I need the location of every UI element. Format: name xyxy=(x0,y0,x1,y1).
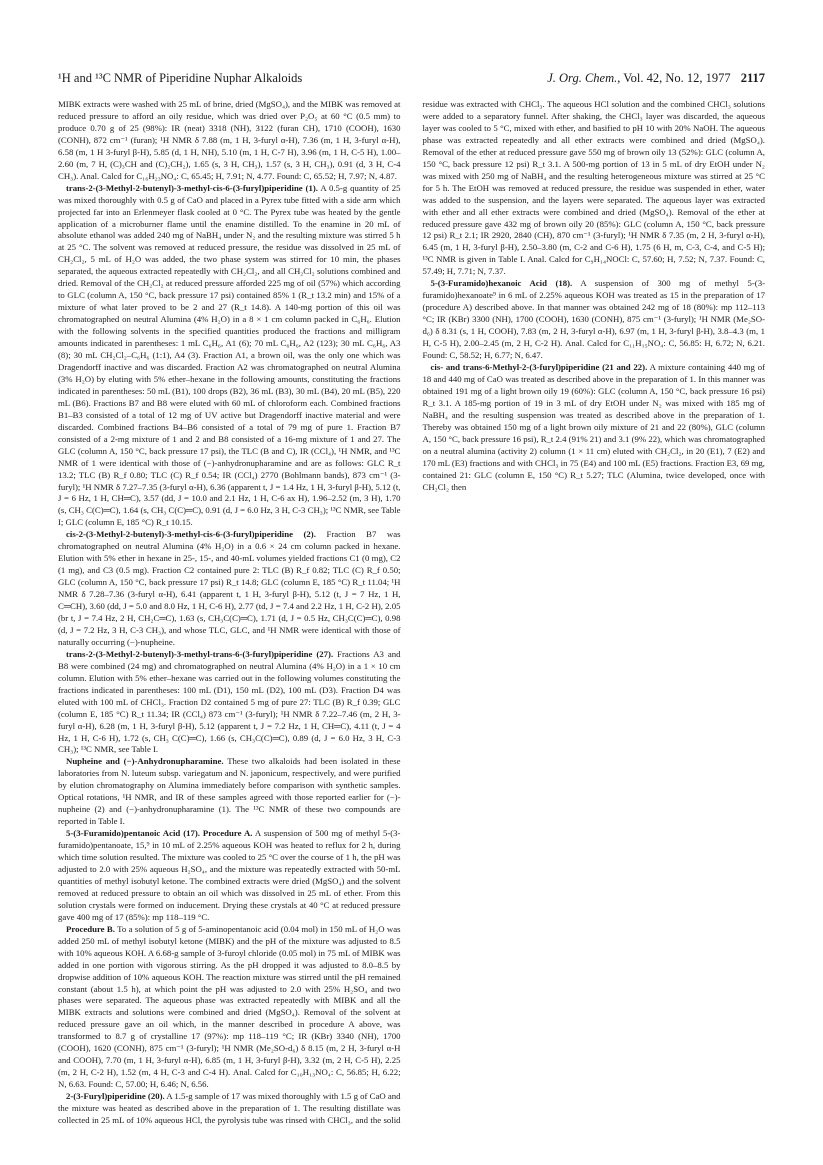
page-number: 2117 xyxy=(740,71,765,85)
paragraph-text: A suspension of 500 mg of methyl 5-(3-furamido)pentanoate, 15,⁹ in 10 mL of 2.25% aqueous KOH was heated to reflux for 2 h, during which time solution resulted. The mixture was cooled to 25 °C over the course of 1 h, the pH was adjusted to 2.0 with 25% aqueous H₂SO₄, and the mixture was repeatedly extracted with 50-mL quantities of methyl isobutyl ketone. The combined extracts were dried (MgSO₄) and the solvent removed at reduced pressure to obtain an oil which was dissolved in 25 mL of ether. From this solution crystals were formed on inducement. Drying these crystals at 40 °C at reduced pressure gave 400 mg of 17 (85%): mp 118–119 °C. xyxy=(58,828,401,922)
paragraph-compound-2 xyxy=(58,529,401,649)
volume-issue-year: , Vol. 42, No. 12, 1977 xyxy=(617,71,731,85)
paragraph-text: Fraction B7 was chromatographed on neutral Alumina (4% H₂O) in a 0.6 × 24 cm column packed in hexane. Elution with 5% ether in hexane in 25-, 15-, and 40-mL volumes yielded fractions C1 (0 mg), C2 (1 mg), and C3 (0.5 mg). Fraction C2 contained pure 2: TLC (B) R_f 0.82; TLC (C) R_f 0.50; GLC (column A, 150 °C, back pressure 17 psi) R_t 14.8; GLC (column E, 185 °C) R_t 11.04; ¹H NMR δ 7.28–7.36 (3-furyl α-H), 6.41 (apparent t, 1 H, 3-furyl β-H), 5.12 (t, J = 7 Hz, 1 H, C═CH), 3.60 (dd, J = 5.0 and 8.0 Hz, 1 H, C-6 H), 2.77 (td, J = 7.4 and 2.2 Hz, 1 H, C-2 H), 2.05 (br t, J = 7.4 Hz, 2 H, CH₂C═C), 1.63 (s, CH₃C(C)═C), 1.71 (d, J = 0.5 Hz, CH₃C(C)═C), 0.98 (d, J = 7.2 Hz, 3 H, C-3 CH₃), and whose TLC, GLC, and ¹H NMR were identical with those of naturally occurring (−)-nupheine. xyxy=(58,529,401,647)
paragraph-compound-18 xyxy=(423,278,766,362)
paragraph-compound-17-a xyxy=(58,828,401,924)
paragraph-text: To a solution of 5 g of 5-aminopentanoic acid (0.04 mol) in 150 mL of H₂O was added 250 mL of methyl isobutyl ketone (MIBK) and the pH of the mixture was adjusted to 8.5 with 10% aqueous KOH. A 6.68-g sample of 3-furoyl chloride (0.05 mol) in 75 mL of MIBK was added in one portion with vigorous stirring. As the pH dropped it was adjusted to 8.0–8.5 by dropwise addition of 10% aqueous KOH. The reaction mixture was stirred until the pH remained constant (about 1.5 h), at which point the pH was adjusted to 2.0 with 25% H₂SO₄ and two phases were separated. The aqueous phase was extracted repeatedly with MIBK and all the MIBK extracts and solutions were combined and dried (MgSO₄). Removal of the solvent at reduced pressure gave an oil which, in the manner described in procedure A above, was transformed to 8.7 g of crystalline 17 (97%): mp 118–119 °C; IR (KBr) 3340 (NH), 1700 (COOH), 1620 (CONH), 875 cm⁻¹ (3-furyl); ¹H NMR (Me₂SO-d₆) δ 8.15 (m, 2 H, 3-furyl α-H and COOH), 7.70 (m, 1 H, 3-furyl α-H), 6.85 (m, 1 H, 3-furyl β-H), 3.32 (m, 2 H, C-5 H), 2.25 (m, 2 H, C-2 H), 1.52 (m, 4 H, C-3 and C-4 H). Anal. Calcd for C₁₀H₁₃NO₄: C, 56.85; H, 6.22; N, 6.63. Found: C, 57.00; H, 6.46; N, 6.56. xyxy=(58,923,401,1090)
paragraph-title: trans-2-(3-Methyl-2-butenyl)-3-methyl-cis-6-(3-furyl)piperidine (1). xyxy=(66,182,318,193)
running-title: ¹H and ¹³C NMR of Piperidine Nuphar Alkaloids xyxy=(58,71,303,85)
paragraph-text: A suspension of 300 mg of methyl 5-(3-furamido)hexanoate⁹ in 6 mL of 2.25% aqueous KOH was treated as 15 in the preparation of 17 (procedure A) described above. In that manner was obtained 242 mg of 18 (80%): mp 112–113 °C; IR (KBr) 3300 (NH), 1700 (COOH), 1630 (CONH), 875 cm⁻¹ (3-furyl); ¹H NMR (Me₂SO-d₆) δ 8.31 (s, 1 H, COOH), 7.83 (m, 2 H, 3-furyl α-H), 6.97 (m, 1 H, 3-furyl β-H), 3.8–4.3 (m, 1 H, C-5 H), 2.00–2.45 (m, 2 H, C-2 H). Anal. Calcd for C₁₁H₁₅NO₄: C, 56.85: H, 6.72; N, 6.21. Found: C, 58.52; H, 6.77; N, 6.47. xyxy=(422,278,765,361)
paragraph-text: Fractions A3 and B8 were combined (24 mg) and chromatographed on neutral Alumina (4% H₂O) in a 1 × 10 cm column. Elution with 5% ether–hexane was carried out in the following volumes constituting the fractions indicated in parentheses: 100 mL (D1), 150 mL (D2), 100 mL (D3). Fraction D4 was eluted with 100 mL of CHCl₃. Fraction D2 contained 5 mg of pure 27: TLC (B) R_f 0.39; GLC (column E, 185 °C) R_t 11.34; IR (CCl₄) 873 cm⁻¹ (3-furyl); ¹H NMR δ 7.22–7.46 (m, 2 H, 3-furyl α-H), 6.28 (m, 1 H, 3-furyl β-H), 5.12 (apparent t, J = 7.2 Hz, 1 H, CH═C), 4.11 (t, J = 4 Hz, 1 H, C-6 H), 1.72 (s, CH₃ C(C)═C), 1.66 (s, CH₃C(C)═C), 0.89 (d, J = 6.0 Hz, 3 H, C-3 CH₃); ¹³C NMR, see Table I. xyxy=(58,648,401,755)
body-columns xyxy=(58,99,765,1129)
paragraph-title: 5-(3-Furamido)pentanoic Acid (17). Procedure A. xyxy=(66,828,253,839)
paragraph-text: These two alkaloids had been isolated in these laboratories from N. luteum subsp. variegatum and N. japonicum, respectively, and were purified by elution chromatography on Alumina immediately before comparison with synthetic samples. Optical rotations, ¹H NMR, and IR of these samples agreed with those reported earlier for (−)-nupheine (2) and (−)-anhydronupharamine (1). The ¹³C NMR of these two compounds are reported in Table I. xyxy=(58,756,401,827)
paragraph-title: trans-2-(3-Methyl-2-butenyl)-3-methyl-trans-6-(3-furyl)piperidine (27). xyxy=(66,648,334,659)
paragraph-title: Nupheine and (−)-Anhydronupharamine. xyxy=(66,756,224,767)
paragraph-text: A 0.5-g quantity of 25 was mixed thoroughly with 0.5 g of CaO and placed in a Pyrex tube fitted with a side arm which projected far into an Erlenmeyer flask cooled at 0 °C. The Pyrex tube was heated by the gentle application of a microburner flame until the enamine distilled. To the enamine in 20 mL of absolute ethanol was added 240 mg of NaBH₄ under N₂ and the resulting mixture was stirred 5 h at 25 °C. The solvent was removed at reduced pressure, the residue was dissolved in 25 mL of CH₂Cl₂, 5 mL of H₂O was added, the two phase system was stirred for 10 min, the phases separated, the aqueous extracted repeatedly with CH₂Cl₂, and all CH₂Cl₂ solutions combined and dried. Removal of the CH₂Cl₂ at reduced pressure afforded 225 mg of oil (57%) which according to GLC (column A, 150 °C, back pressure 17 psi) contained 85% 1 (R_t 13.2 min) and 15% of a mixture of what later proved to be 2 and 27 (R_t 14.8). A 140-mg portion of this oil was chromatographed on neutral Alumina (4% H₂O) in a 8 × 1 cm column packed in C₆H₆. Elution with the following solvents in the specified quantities produced the fractions and milligram amounts indicated in parentheses: 1 mL C₆H₆, A1 (6); 70 mL C₆H₆, A2 (123); 30 mL C₆H₆, A3 (8); 30 mL CH₂Cl₂–C₆H₆ (1:1), A4 (3). Fraction A1, a brown oil, was the only one which was Dragendorff inactive and was discarded. Fraction A2 was chromatographed on neutral Alumina (3% H₂O) by eluting with 5% ether–hexane in the following amounts, constituting the fractions indicated in parentheses: 50 mL (B1), 100 drops (B2), 36 mL (B3), 30 mL (B4), 20 mL (B5), 220 mL (B6). Fractions B7 and B8 were eluted with 60 mL of chloroform each. Combined fractions B1–B3 consisted of a total of 12 mg of UV active but Dragendorff inactive material and were discarded. Combined fractions B4–B6 consisted of a total of 79 mg of pure 1. Fraction B7 consisted of a 2-mg mixture of 1 and 2 and B8 consisted of a 16-mg mixture of 1 and 27. The GLC (column A, 150 °C, back pressure 17 psi), the TLC (B and C), IR (CCl₄), ¹H NMR, and ¹³C NMR of 1 were identical with those of (−)-anhydronupharamine and are as follows: GLC R_t 13.2; TLC (B) R_f 0.80; TLC (C) R_f 0.54; IR (CCl₄) 2770 (Bohlmann bands), 873 cm⁻¹ (3-furyl); ¹H NMR δ 7.27–7.35 (3-furyl α-H), 6.36 (apparent t, J = 1.4 Hz, 1 H, 3-furyl β-H), 5.12 (t, J = 6 Hz, 1 H, CH═C), 3.57 (dd, J = 10.0 and 2.1 Hz, 1 H, C-6 ax H), 1.96–2.52 (m, 3 H), 1.70 (s, CH₃ C(C)═C), 1.64 (s, CH₃ C(C)═C), 0.91 (d, J = 6.0 Hz, 3 H, C-3 CH₃); ¹³C NMR, see Table I; GLC (column E, 185 °C) R_t 10.15. xyxy=(58,182,401,528)
paragraph-title: cis-2-(3-Methyl-2-butenyl)-3-methyl-cis-6-(3-furyl)piperidine (2). xyxy=(66,529,316,540)
paragraph-text: A 1.5-g sample of 17 was mixed thoroughly with 1.5 g of CaO and the mixture was heated as described above in the preparation of 1. The resulting distillate was collected in 25 mL of 10% aqueous HCl, the pyrolysis tube was rinsed with CHCl₃, and the solid residue was extracted with CHCl₃. The aqueous HCl solution and the combined CHCl₃ solutions were added to a separatory funnel. After shaking, the CHCl₃ layer was discarded, the aqueous layer was cooled to 5 °C, mixed with ether, and basified to pH 10 with 20% NaOH. The aqueous phase was extracted repeatedly and all ether extracts were combined and dried (MgSO₄). Removal of the ether at reduced pressure gave 550 mg of brown oily 13 (52%): GLC (column A, 150 °C, back pressure 12 psi) R_t 3.1. A 500-mg portion of 13 in 5 mL of dry EtOH under N₂ was mixed with 250 mg of NaBH₄ and the resulting heterogeneous mixture was stirred at 25 °C for 5 h. The EtOH was removed at reduced pressure, the residue was suspended in ether, water was added to the suspension, and the layers were separated. The aqueous layer was extracted with ether and all ether extracts were combined and dried (MgSO₄). Removal of the ether at reduced pressure gave 432 mg of brown oily 20 (85%): GLC (column A, 150 °C, back pressure 12 psi) R_t 2.1; IR 2920, 2840 (CH), 870 cm⁻¹ (3-furyl); ¹H NMR δ 7.35 (m, 2 H, 3-furyl α-H), 6.45 (m, 1 H, 3-furyl β-H), 2.50–3.80 (m, C-2 and C-6 H), 1.75 (6 H, m, C-3, C-4, and C-5 H); ¹³C NMR is given in Table I. Anal. Calcd for C₉H₁₄NOCl: C, 57.60; H, 7.52; N, 7.37. Found: C, 57.49; H, 7.71; N, 7.37. xyxy=(58,99,765,1126)
paragraph-text: A mixture containing 440 mg of 18 and 440 mg of CaO was treated as described above in the preparation of 1. In this manner was obtained 191 mg of a light brown oily 19 (60%): GLC (column A, 150 °C, back pressure 16 psi) R_t 3.1. A 185-mg portion of 19 in 3 mL of dry EtOH under N₂ was mixed with 185 mg of NaBH₄ and the resulting suspension was treated as described above in the preparation of 1. Thereby was obtained 150 mg of a light brown oily mixture of 21 and 22 (80%), GLC (column A, 150 °C, back pressure 16 psi), R_t 2.4 (91% 21) and 3.1 (9% 22), which was chromatographed on a neutral alumina (activity 2) column (1 × 11 cm) eluted with CH₂Cl₂, in 20 (E1), 7 (E2) and 170 mL (E3) fractions and with CHCl₃ in 75 (E4) and 100 mL (E5) fractions. Fraction E3, 69 mg, contained 21: GLC (column E, 150 °C) R_t 5.27; TLC (Alumina, twice developed, once with CH₂Cl₂ then xyxy=(422,361,765,492)
paragraph-compounds-21-22 xyxy=(423,362,766,493)
paragraph-title: 2-(3-Furyl)piperidine (20). xyxy=(66,1091,165,1102)
paragraph-compound-17-b xyxy=(58,924,401,1091)
paragraph-title: cis- and trans-6-Methyl-2-(3-furyl)piperidine (21 and 22). xyxy=(430,361,648,372)
paragraph-nupheine xyxy=(58,756,401,828)
journal-name: J. Org. Chem. xyxy=(547,71,618,85)
paragraph-title: Procedure B. xyxy=(66,923,115,934)
running-header xyxy=(58,70,765,86)
paragraph-compound-27 xyxy=(58,649,401,757)
paragraph-25-workup xyxy=(58,99,401,183)
paragraph-title: 5-(3-Furamido)hexanoic Acid (18). xyxy=(430,278,573,289)
paragraph-text: MIBK extracts were washed with 25 mL of brine, dried (MgSO₄), and the MIBK was removed at reduced pressure to afford an oily residue, which was dried over P₂O₅ at 60 °C (0.5 mm) to produce 0.70 g of 25 (98%): IR (neat) 3318 (NH), 3122 (furan CH), 1710 (COOH), 1630 (CONH), 872 cm⁻¹ (furan); ¹H NMR δ 7.88 (m, 1 H, 3-furyl α-H), 7.36 (m, 1 H, 3-furyl α-H), 6.58 (m, 1 H 3-furyl β-H), 5.85 (d, 1 H, NH), 5.10 (m, 1 H, C-7 H), 3.96 (m, 1 H, C-5 H), 1.00–2.60 (m, 7 H, (C)₃CH and (C)₂CH₂), 1.65 (s, 3 H, CH₃), 1.57 (s, 3 H, CH₃), 0.91 (d, 3 H, C-4 CH₃). Anal. Calcd for C₁₆H₂₃NO₄: C, 65.45; H, 7.91; N, 4.77. Found: C, 65.52; H, 7.97; N, 4.87. xyxy=(58,99,401,181)
paragraph-compound-1 xyxy=(58,183,401,530)
journal-citation xyxy=(547,70,765,86)
